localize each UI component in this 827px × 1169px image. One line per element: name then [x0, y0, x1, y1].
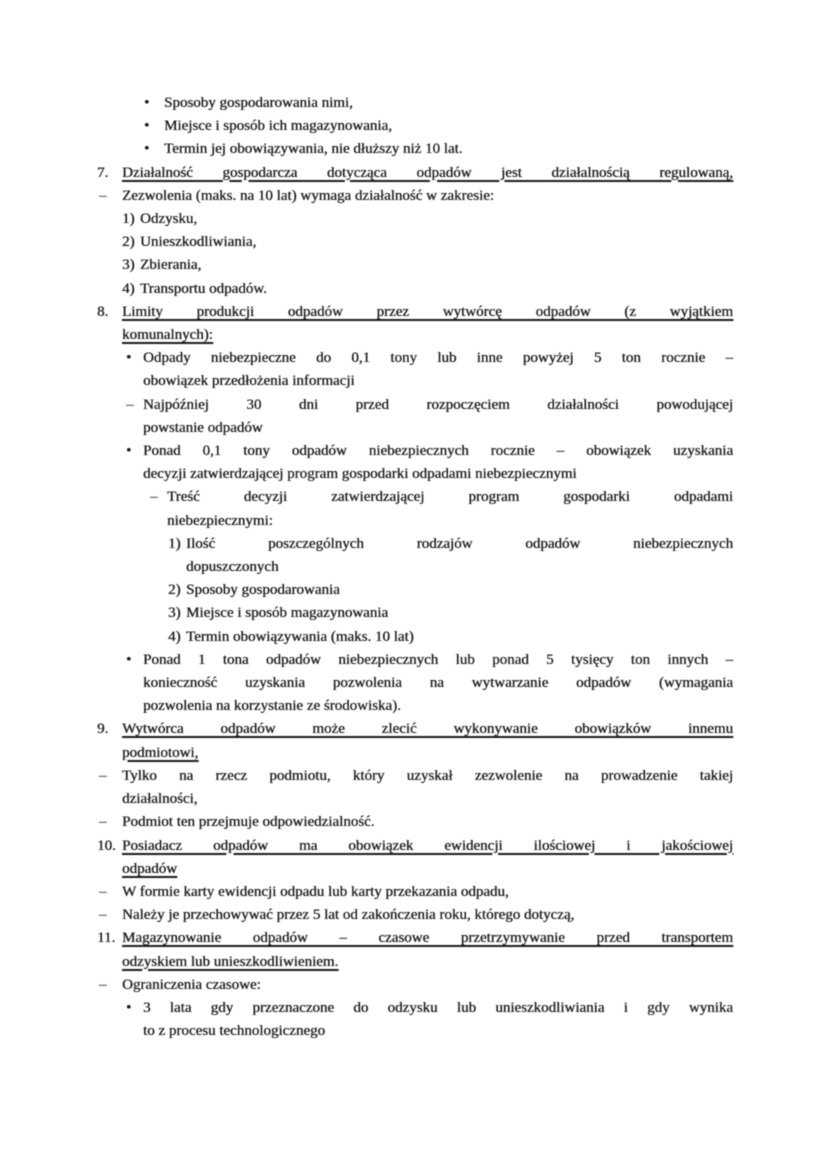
- list-item: [97, 278, 733, 301]
- list-item: [97, 92, 733, 115]
- text-line: Odzysku,: [140, 211, 198, 228]
- text-line: W formie karty ewidencji odpadu lub karty przekazania odpadu,: [122, 883, 509, 900]
- list-item: [97, 347, 733, 393]
- list-item: [97, 533, 733, 579]
- text-line: Wytwórca odpadów może zlecić wykonywanie obowiązków innemu: [122, 721, 733, 738]
- text-line: Miejsce i sposób ich magazynowania,: [164, 118, 392, 135]
- list-item: [97, 997, 733, 1043]
- text-line: 3 lata gdy przeznaczone do odzysku lub unieszkodliwiania i gdy wynika: [143, 999, 733, 1016]
- item-number: 4): [122, 280, 135, 297]
- text-line: Unieszkodliwiania,: [140, 234, 257, 251]
- text-line: Limity produkcji odpadów przez wytwórcę odpadów (z wyjątkiem: [122, 303, 733, 320]
- text-line: Treść decyzji zatwierdzającej program gospodarki odpadami: [167, 489, 733, 506]
- item-number: 9.: [97, 721, 109, 738]
- list-item: [97, 927, 733, 973]
- dash-icon: –: [99, 907, 107, 924]
- text-line: Tylko na rzecz podmiotu, który uzyskał zezwolenie na prowadzenie takiej: [122, 767, 733, 784]
- list-item: [97, 974, 733, 997]
- list-item: [97, 904, 733, 927]
- text-line: Miejsce i sposób magazynowania: [186, 605, 389, 622]
- dash-icon: –: [99, 976, 107, 993]
- list-item: [97, 208, 733, 231]
- text-line: Sposoby gospodarowania nimi,: [164, 95, 353, 111]
- item-number: 4): [168, 628, 181, 645]
- item-number: 2): [122, 234, 135, 251]
- text-line: Zbierania,: [140, 257, 202, 274]
- text-line: Ponad 0,1 tony odpadów niebezpiecznych rocznie – obowiązek uzyskania: [143, 443, 733, 460]
- dash-icon: –: [99, 883, 107, 900]
- list-item: [97, 254, 733, 277]
- list-item: [97, 440, 733, 486]
- text-line: Ilość poszczególnych rodzajów odpadów niebezpiecznych: [186, 535, 733, 552]
- list-item: [97, 602, 733, 625]
- list-item: [97, 626, 733, 649]
- document-body: [97, 92, 733, 1043]
- text-line: Działalność gospodarcza dotycząca odpadów jest działalnością regulowaną,: [122, 164, 733, 181]
- text-line: Termin obowiązywania (maks. 10 lat): [186, 628, 414, 645]
- text-line: Zezwolenia (maks. na 10 lat) wymaga działalność w zakresie:: [122, 187, 494, 204]
- bullet-icon: •: [144, 141, 150, 158]
- list-item: [97, 231, 733, 254]
- item-number: 3): [122, 257, 135, 274]
- item-number: 8.: [97, 303, 109, 320]
- bullet-icon: •: [144, 95, 150, 111]
- list-item: [97, 579, 733, 602]
- text-line: komunalnych):: [122, 327, 213, 344]
- text-line: Najpóźniej 30 dni przed rozpoczęciem działalności powodującej: [143, 396, 733, 413]
- text-line: odzyskiem lub unieszkodliwieniem.: [122, 953, 339, 970]
- bullet-icon: •: [126, 999, 132, 1016]
- bullet-icon: •: [126, 651, 132, 668]
- text-line: Podmiot ten przejmuje odpowiedzialność.: [122, 814, 375, 831]
- text-line: konieczność uzyskania pozwolenia na wytwarzanie odpadów (wymagania: [143, 675, 733, 692]
- text-line: Ponad 1 tona odpadów niebezpiecznych lub ponad 5 tysięcy ton innych –: [143, 651, 733, 668]
- text-line: to z procesu technologicznego: [143, 1023, 326, 1040]
- text-line: obowiązek przedłożenia informacji: [143, 373, 355, 390]
- dash-icon: –: [99, 767, 107, 784]
- list-item: [97, 765, 733, 811]
- text-line: Termin jej obowiązywania, nie dłuższy niż 10 lat.: [164, 141, 463, 158]
- item-number: 1): [122, 211, 135, 228]
- item-number: 10.: [97, 837, 116, 854]
- text-line: Magazynowanie odpadów – czasowe przetrzymywanie przed transportem: [122, 930, 733, 947]
- text-line: Posiadacz odpadów ma obowiązek ewidencji ilościowej i jakościowej: [122, 837, 733, 854]
- list-item: [97, 835, 733, 881]
- item-number: 7.: [97, 164, 109, 181]
- dash-icon: –: [150, 489, 158, 506]
- list-item: [97, 301, 733, 347]
- text-line: Odpady niebezpieczne do 0,1 tony lub inne powyżej 5 ton rocznie –: [143, 350, 733, 367]
- item-number: 11.: [97, 930, 116, 947]
- item-number: 1): [168, 535, 181, 552]
- item-number: 3): [168, 605, 181, 622]
- bullet-icon: •: [126, 350, 132, 367]
- text-line: niebezpiecznymi:: [167, 512, 273, 529]
- dash-icon: –: [99, 187, 107, 204]
- text-line: podmiotowi,: [122, 744, 199, 761]
- dash-icon: –: [99, 814, 107, 831]
- list-item: [97, 811, 733, 834]
- bullet-icon: •: [144, 118, 150, 135]
- text-line: Transportu odpadów.: [140, 280, 267, 297]
- list-item: [97, 162, 733, 185]
- dash-icon: –: [126, 396, 134, 413]
- item-number: 2): [168, 582, 181, 599]
- text-line: powstanie odpadów: [143, 419, 263, 436]
- bullet-icon: •: [126, 443, 132, 460]
- list-item: [97, 649, 733, 719]
- text-line: pozwolenia na korzystanie ze środowiska).: [143, 698, 401, 715]
- text-line: działalności,: [122, 791, 198, 808]
- text-line: Należy je przechowywać przez 5 lat od zakończenia roku, którego dotyczą,: [122, 907, 575, 924]
- text-line: decyzji zatwierdzającej program gospodarki odpadami niebezpiecznymi: [143, 466, 577, 483]
- text-line: Sposoby gospodarowania: [186, 582, 340, 599]
- list-item: [97, 115, 733, 138]
- text-line: dopuszczonych: [186, 559, 279, 576]
- text-line: Ograniczenia czasowe:: [122, 976, 261, 993]
- text-line: odpadów: [122, 860, 177, 877]
- list-item: [97, 486, 733, 532]
- list-item: [97, 138, 733, 161]
- list-item: [97, 718, 733, 764]
- list-item: [97, 881, 733, 904]
- list-item: [97, 185, 733, 208]
- list-item: [97, 394, 733, 440]
